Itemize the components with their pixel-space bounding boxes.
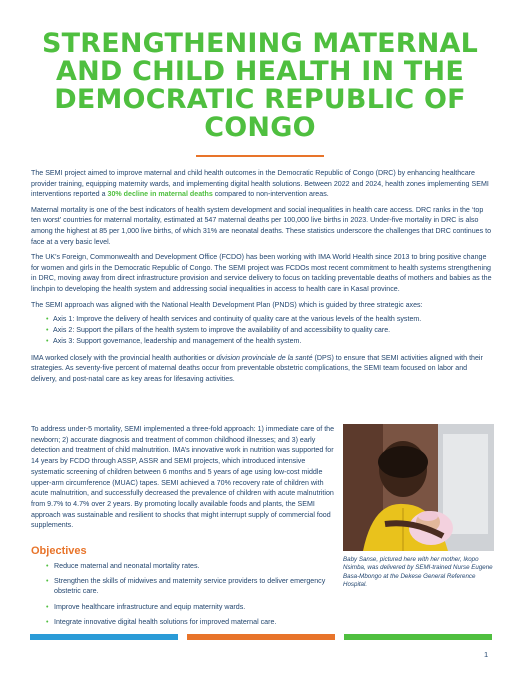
strategic-axes-list: [46, 314, 493, 346]
paragraph-pnds: The SEMI approach was aligned with the National Health Development Plan (PNDS) which is guided by three strategic axes:: [31, 300, 423, 309]
list-item: • Axis 3: Support governance, leadership and management of the health system.: [46, 336, 493, 347]
paragraph-text: compared to non-intervention areas.: [212, 190, 329, 199]
list-item: • Improve healthcare infrastructure and equip maternity wards.: [46, 602, 336, 612]
paragraph-under-five: To address under-5 mortality, SEMI implemented a three-fold approach: 1) immediate care of the newborn; 2) accurate diagnosis and treatment of common childhood illnesses; and 3) early detection and treatment of child malnutrition. IMA’s innovative work in nutrition was supported for 14 years by FCDO through ASSP, ASSR and SEMI projects, which introduced intensive systematic screening of children between 6 months and 5 years of age using low-cost middle upper-arm circumference (MUAC) tapes. SEMI achieved a 70% recovery rate of children with acute malnutrition, and successfully decreased the prevalence of children with acute malnutrition from 9.7% to 4.7% over 2 years. By promoting locally available foods and plants, the SEMI approach was sustainable and resilient to shocks that might interrupt supply of commercial food supplements.: [31, 425, 335, 530]
paragraph-text: The SEMI project aimed to improve maternal and child health outcomes in the Democratic Republic of Congo (DRC) by enhancing healthcare provider training, equipping maternity wards, and implementing digital health solutions. Between 2022 and 2024, health zones implementing SEMI interventions reported a: [31, 169, 489, 199]
footer-bar-green: [344, 634, 492, 640]
objectives-heading: Objectives: [31, 545, 87, 557]
footer-bar-orange: [187, 634, 335, 640]
highlight-stat: 30% decline in maternal deaths: [107, 190, 213, 199]
paragraph-text: IMA worked closely with the provincial health authorities or: [31, 353, 217, 362]
list-item: • Axis 2: Support the pillars of the health system to improve the availability of and accessibility to quality care.: [46, 325, 493, 336]
title-divider: [196, 155, 324, 157]
objectives-list: [46, 561, 336, 632]
italic-term: division provinciale de la santé: [216, 353, 313, 362]
photo-caption: Baby Sanse, pictured here with her mother, Ikopo Nsimba, was delivered by SEMI-trained Nurse Eugene Basa-Mbongo at the Dekese General Reference Hospital.: [343, 556, 493, 589]
paragraph-intro: [31, 168, 493, 200]
paragraph-text: (DPS) to ensure that SEMI activities aligned with their strategies. As seventy-five percent of maternal deaths occur from preventable obstetric complications, the SEMI team focused on labor and delivery, and post-natal care as key areas for lifesaving activities.: [31, 353, 483, 383]
list-item: • Axis 1: Improve the delivery of health services and continuity of quality care at the various levels of the health system.: [46, 314, 493, 325]
list-item: • Integrate innovative digital health solutions for improved maternal care.: [46, 617, 336, 627]
list-item: • Strengthen the skills of midwives and maternity service providers to deliver emergency obstetric care.: [46, 576, 336, 596]
footer-color-bars: [30, 634, 492, 640]
footer-bar-blue: [30, 634, 178, 640]
page-number: 1: [484, 650, 489, 659]
list-item: • Reduce maternal and neonatal mortality rates.: [46, 561, 336, 571]
intro-section: [31, 168, 493, 389]
page-title: STRENGTHENING MATERNAL AND CHILD HEALTH IN THE DEMOCRATIC REPUBLIC OF CONGO: [41, 28, 479, 143]
photo-illustration: [343, 424, 494, 551]
mother-baby-photo: [343, 424, 494, 551]
paragraph-fcdo: The UK’s Foreign, Commonwealth and Development Office (FCDO) has been working with IMA World Health since 2013 to bring positive change for women and girls in the Democratic Republic of Congo. The SEMI project was FCDOs most recent commitment to health systems strengthening in DRC, moving away from direct infrastructure provision and service delivery to focus on tackling preventable deaths of mothers and babies as the linchpin to developing the health system and addressing social inequalities in access to health care in Kasaï province.: [31, 253, 492, 293]
paragraph-maternal-mortality: Maternal mortality is one of the best indicators of health system development and social inequalities in health care access. DRC ranks in the ‘top ten worst’ countries for maternal mortality, estimated at 547 maternal deaths per 100,000 live births in 2023. Under-five mortality in DRC is also among the highest at 85 per 1,000 live births, of which 31% are neonatal deaths. These statistics underscore the challenges that DRC continues to face at a very basic level.: [31, 205, 492, 246]
paragraph-dps: [31, 353, 493, 385]
